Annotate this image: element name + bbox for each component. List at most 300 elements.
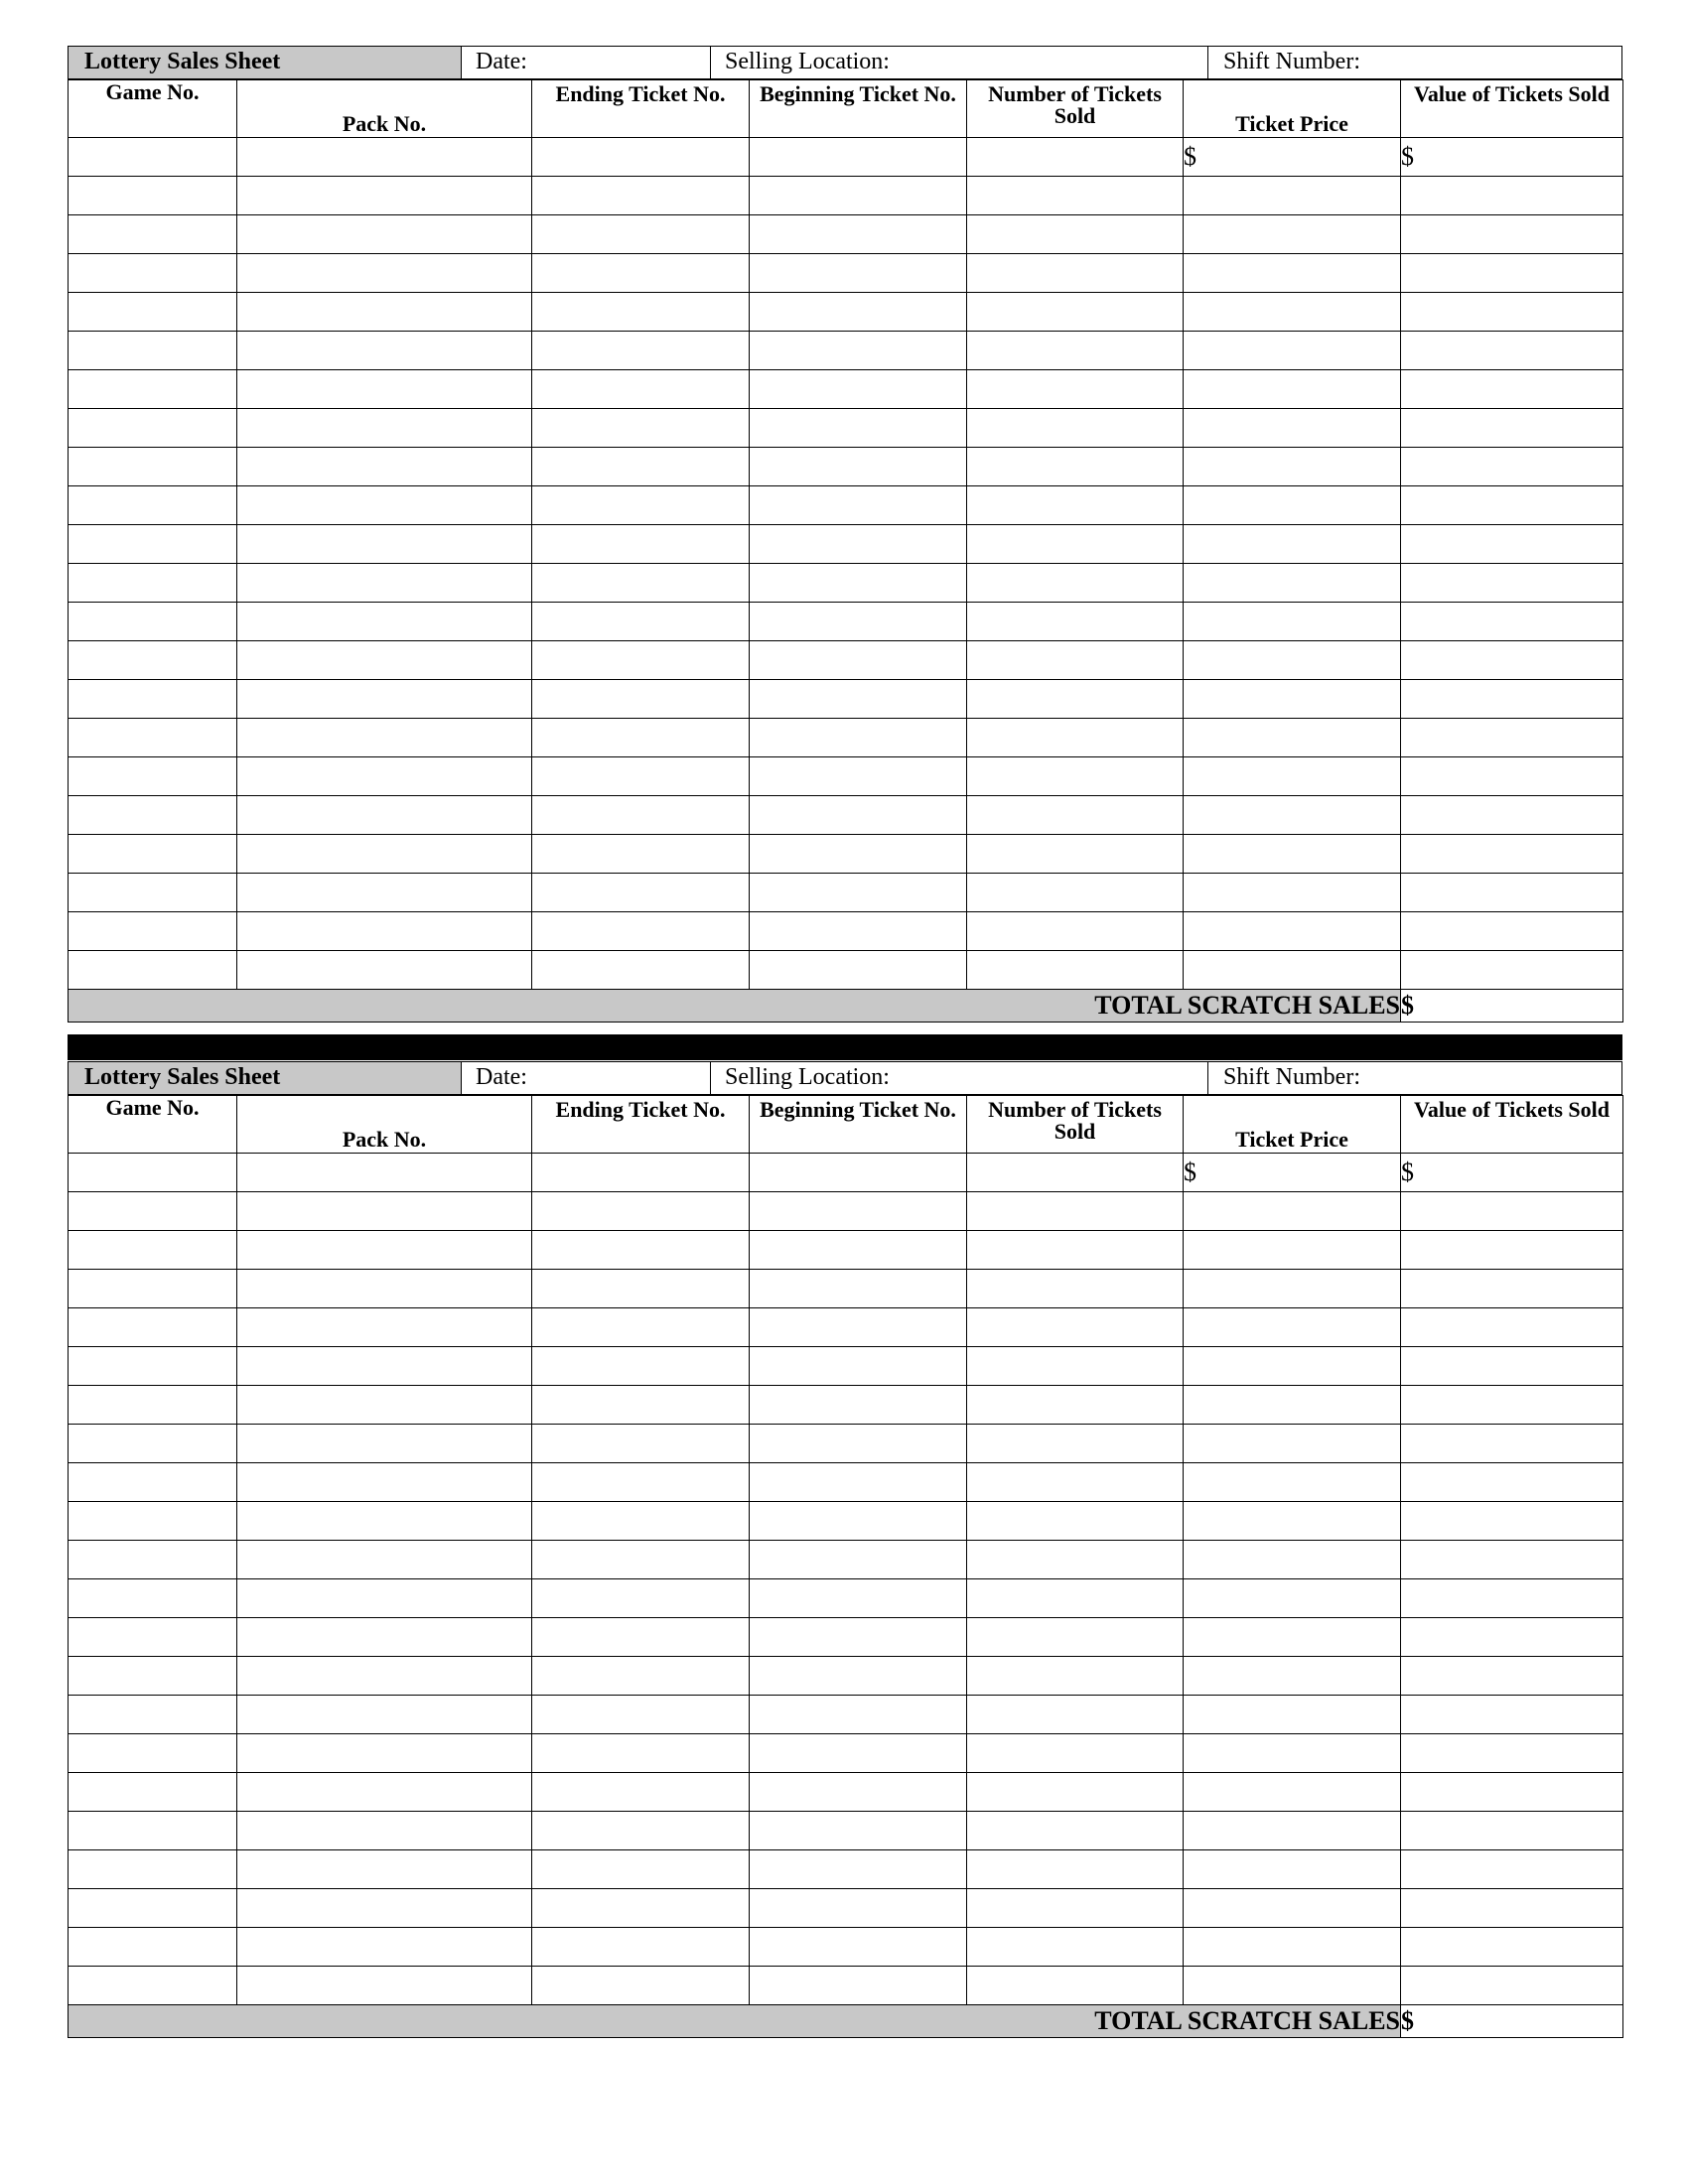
tickets-sold-cell[interactable] xyxy=(967,1270,1184,1308)
value-sold-cell[interactable] xyxy=(1401,1541,1623,1579)
beginning-ticket-cell[interactable] xyxy=(750,1502,967,1541)
tickets-sold-cell[interactable] xyxy=(967,138,1184,177)
pack-no-cell[interactable] xyxy=(237,1773,532,1812)
pack-no-cell[interactable] xyxy=(237,1928,532,1967)
pack-no-cell[interactable] xyxy=(237,1192,532,1231)
game-no-cell[interactable] xyxy=(69,293,237,332)
pack-no-cell[interactable] xyxy=(237,1696,532,1734)
game-no-cell[interactable] xyxy=(69,680,237,719)
game-no-cell[interactable] xyxy=(69,1154,237,1192)
value-sold-cell[interactable] xyxy=(1401,603,1623,641)
game-no-cell[interactable] xyxy=(69,951,237,990)
beginning-ticket-cell[interactable] xyxy=(750,1696,967,1734)
tickets-sold-cell[interactable] xyxy=(967,951,1184,990)
ending-ticket-cell[interactable] xyxy=(532,254,750,293)
pack-no-cell[interactable] xyxy=(237,1425,532,1463)
shift-number-field[interactable]: Shift Number: xyxy=(1207,1061,1622,1095)
ticket-price-cell[interactable] xyxy=(1184,796,1401,835)
tickets-sold-cell[interactable] xyxy=(967,293,1184,332)
game-no-cell[interactable] xyxy=(69,1967,237,2005)
game-no-cell[interactable] xyxy=(69,1618,237,1657)
game-no-cell[interactable] xyxy=(69,1425,237,1463)
game-no-cell[interactable] xyxy=(69,215,237,254)
game-no-cell[interactable] xyxy=(69,1696,237,1734)
pack-no-cell[interactable] xyxy=(237,486,532,525)
value-sold-cell[interactable] xyxy=(1401,1928,1623,1967)
value-sold-cell[interactable] xyxy=(1401,641,1623,680)
game-no-cell[interactable] xyxy=(69,138,237,177)
pack-no-cell[interactable] xyxy=(237,1967,532,2005)
pack-no-cell[interactable] xyxy=(237,1889,532,1928)
ending-ticket-cell[interactable] xyxy=(532,1812,750,1850)
beginning-ticket-cell[interactable] xyxy=(750,564,967,603)
selling-location-field[interactable]: Selling Location: xyxy=(710,46,1208,79)
ticket-price-cell[interactable] xyxy=(1184,1579,1401,1618)
ticket-price-cell[interactable] xyxy=(1184,1696,1401,1734)
beginning-ticket-cell[interactable] xyxy=(750,951,967,990)
pack-no-cell[interactable] xyxy=(237,525,532,564)
pack-no-cell[interactable] xyxy=(237,1502,532,1541)
ticket-price-cell[interactable] xyxy=(1184,1889,1401,1928)
game-no-cell[interactable] xyxy=(69,1347,237,1386)
ticket-price-cell[interactable] xyxy=(1184,486,1401,525)
game-no-cell[interactable] xyxy=(69,1928,237,1967)
ending-ticket-cell[interactable] xyxy=(532,951,750,990)
game-no-cell[interactable] xyxy=(69,1308,237,1347)
game-no-cell[interactable] xyxy=(69,912,237,951)
game-no-cell[interactable] xyxy=(69,486,237,525)
tickets-sold-cell[interactable] xyxy=(967,1773,1184,1812)
value-sold-cell[interactable] xyxy=(1401,719,1623,757)
tickets-sold-cell[interactable] xyxy=(967,1154,1184,1192)
ending-ticket-cell[interactable] xyxy=(532,1657,750,1696)
value-sold-cell[interactable] xyxy=(1401,1463,1623,1502)
beginning-ticket-cell[interactable] xyxy=(750,486,967,525)
game-no-cell[interactable] xyxy=(69,1657,237,1696)
ending-ticket-cell[interactable] xyxy=(532,1579,750,1618)
game-no-cell[interactable] xyxy=(69,370,237,409)
ending-ticket-cell[interactable] xyxy=(532,293,750,332)
game-no-cell[interactable] xyxy=(69,564,237,603)
ending-ticket-cell[interactable] xyxy=(532,1696,750,1734)
ending-ticket-cell[interactable] xyxy=(532,370,750,409)
ending-ticket-cell[interactable] xyxy=(532,215,750,254)
beginning-ticket-cell[interactable] xyxy=(750,641,967,680)
ending-ticket-cell[interactable] xyxy=(532,1773,750,1812)
game-no-cell[interactable] xyxy=(69,177,237,215)
selling-location-field[interactable]: Selling Location: xyxy=(710,1061,1208,1095)
total-scratch-sales-value[interactable]: $ xyxy=(1401,990,1623,1023)
beginning-ticket-cell[interactable] xyxy=(750,409,967,448)
ending-ticket-cell[interactable] xyxy=(532,1308,750,1347)
ticket-price-cell[interactable] xyxy=(1184,603,1401,641)
game-no-cell[interactable] xyxy=(69,1773,237,1812)
value-sold-cell[interactable] xyxy=(1401,293,1623,332)
game-no-cell[interactable] xyxy=(69,1850,237,1889)
pack-no-cell[interactable] xyxy=(237,409,532,448)
value-sold-cell[interactable] xyxy=(1401,177,1623,215)
pack-no-cell[interactable] xyxy=(237,1347,532,1386)
game-no-cell[interactable] xyxy=(69,1579,237,1618)
ticket-price-cell[interactable] xyxy=(1184,332,1401,370)
tickets-sold-cell[interactable] xyxy=(967,254,1184,293)
ticket-price-cell[interactable] xyxy=(1184,1773,1401,1812)
ticket-price-cell[interactable] xyxy=(1184,1502,1401,1541)
pack-no-cell[interactable] xyxy=(237,215,532,254)
beginning-ticket-cell[interactable] xyxy=(750,370,967,409)
ending-ticket-cell[interactable] xyxy=(532,641,750,680)
game-no-cell[interactable] xyxy=(69,1812,237,1850)
value-sold-cell[interactable] xyxy=(1401,1270,1623,1308)
ending-ticket-cell[interactable] xyxy=(532,719,750,757)
pack-no-cell[interactable] xyxy=(237,1541,532,1579)
ticket-price-cell[interactable] xyxy=(1184,293,1401,332)
beginning-ticket-cell[interactable] xyxy=(750,603,967,641)
beginning-ticket-cell[interactable] xyxy=(750,1308,967,1347)
tickets-sold-cell[interactable] xyxy=(967,835,1184,874)
ending-ticket-cell[interactable] xyxy=(532,1850,750,1889)
tickets-sold-cell[interactable] xyxy=(967,1541,1184,1579)
tickets-sold-cell[interactable] xyxy=(967,1812,1184,1850)
ending-ticket-cell[interactable] xyxy=(532,1967,750,2005)
value-sold-cell[interactable] xyxy=(1401,835,1623,874)
beginning-ticket-cell[interactable] xyxy=(750,1928,967,1967)
pack-no-cell[interactable] xyxy=(237,448,532,486)
beginning-ticket-cell[interactable] xyxy=(750,1154,967,1192)
beginning-ticket-cell[interactable] xyxy=(750,1657,967,1696)
ending-ticket-cell[interactable] xyxy=(532,757,750,796)
tickets-sold-cell[interactable] xyxy=(967,1192,1184,1231)
ticket-price-cell[interactable] xyxy=(1184,409,1401,448)
tickets-sold-cell[interactable] xyxy=(967,1579,1184,1618)
ending-ticket-cell[interactable] xyxy=(532,564,750,603)
ending-ticket-cell[interactable] xyxy=(532,680,750,719)
pack-no-cell[interactable] xyxy=(237,254,532,293)
tickets-sold-cell[interactable] xyxy=(967,486,1184,525)
tickets-sold-cell[interactable] xyxy=(967,409,1184,448)
value-sold-cell[interactable] xyxy=(1401,525,1623,564)
value-sold-cell[interactable] xyxy=(1401,370,1623,409)
value-sold-cell[interactable] xyxy=(1401,874,1623,912)
game-no-cell[interactable] xyxy=(69,1270,237,1308)
tickets-sold-cell[interactable] xyxy=(967,1618,1184,1657)
beginning-ticket-cell[interactable] xyxy=(750,1192,967,1231)
game-no-cell[interactable] xyxy=(69,1502,237,1541)
pack-no-cell[interactable] xyxy=(237,1618,532,1657)
pack-no-cell[interactable] xyxy=(237,370,532,409)
beginning-ticket-cell[interactable] xyxy=(750,1812,967,1850)
tickets-sold-cell[interactable] xyxy=(967,1696,1184,1734)
ending-ticket-cell[interactable] xyxy=(532,1154,750,1192)
game-no-cell[interactable] xyxy=(69,603,237,641)
game-no-cell[interactable] xyxy=(69,409,237,448)
ticket-price-cell[interactable] xyxy=(1184,641,1401,680)
pack-no-cell[interactable] xyxy=(237,874,532,912)
ticket-price-cell[interactable] xyxy=(1184,1541,1401,1579)
beginning-ticket-cell[interactable] xyxy=(750,719,967,757)
tickets-sold-cell[interactable] xyxy=(967,1425,1184,1463)
pack-no-cell[interactable] xyxy=(237,603,532,641)
ticket-price-cell[interactable] xyxy=(1184,1347,1401,1386)
value-sold-cell[interactable] xyxy=(1401,1696,1623,1734)
ticket-price-cell[interactable] xyxy=(1184,1386,1401,1425)
value-sold-cell[interactable] xyxy=(1401,680,1623,719)
ending-ticket-cell[interactable] xyxy=(532,1270,750,1308)
value-sold-cell[interactable] xyxy=(1401,1889,1623,1928)
beginning-ticket-cell[interactable] xyxy=(750,1734,967,1773)
ending-ticket-cell[interactable] xyxy=(532,1386,750,1425)
pack-no-cell[interactable] xyxy=(237,680,532,719)
beginning-ticket-cell[interactable] xyxy=(750,215,967,254)
pack-no-cell[interactable] xyxy=(237,719,532,757)
ticket-price-cell[interactable] xyxy=(1184,177,1401,215)
ending-ticket-cell[interactable] xyxy=(532,486,750,525)
tickets-sold-cell[interactable] xyxy=(967,448,1184,486)
beginning-ticket-cell[interactable] xyxy=(750,1850,967,1889)
game-no-cell[interactable] xyxy=(69,835,237,874)
ending-ticket-cell[interactable] xyxy=(532,1502,750,1541)
pack-no-cell[interactable] xyxy=(237,332,532,370)
pack-no-cell[interactable] xyxy=(237,1812,532,1850)
pack-no-cell[interactable] xyxy=(237,912,532,951)
tickets-sold-cell[interactable] xyxy=(967,177,1184,215)
ticket-price-cell[interactable] xyxy=(1184,1657,1401,1696)
pack-no-cell[interactable] xyxy=(237,641,532,680)
ending-ticket-cell[interactable] xyxy=(532,177,750,215)
tickets-sold-cell[interactable] xyxy=(967,564,1184,603)
tickets-sold-cell[interactable] xyxy=(967,1347,1184,1386)
value-sold-cell[interactable] xyxy=(1401,332,1623,370)
value-sold-cell[interactable] xyxy=(1401,1308,1623,1347)
value-sold-cell[interactable] xyxy=(1401,409,1623,448)
ticket-price-cell[interactable] xyxy=(1184,835,1401,874)
ending-ticket-cell[interactable] xyxy=(532,138,750,177)
beginning-ticket-cell[interactable] xyxy=(750,1967,967,2005)
game-no-cell[interactable] xyxy=(69,757,237,796)
tickets-sold-cell[interactable] xyxy=(967,641,1184,680)
ending-ticket-cell[interactable] xyxy=(532,1425,750,1463)
value-sold-cell[interactable] xyxy=(1401,254,1623,293)
tickets-sold-cell[interactable] xyxy=(967,680,1184,719)
game-no-cell[interactable] xyxy=(69,525,237,564)
pack-no-cell[interactable] xyxy=(237,1386,532,1425)
ticket-price-cell[interactable] xyxy=(1184,1425,1401,1463)
beginning-ticket-cell[interactable] xyxy=(750,835,967,874)
value-sold-cell[interactable] xyxy=(1401,1502,1623,1541)
pack-no-cell[interactable] xyxy=(237,177,532,215)
pack-no-cell[interactable] xyxy=(237,1463,532,1502)
tickets-sold-cell[interactable] xyxy=(967,796,1184,835)
beginning-ticket-cell[interactable] xyxy=(750,525,967,564)
ending-ticket-cell[interactable] xyxy=(532,1541,750,1579)
ending-ticket-cell[interactable] xyxy=(532,1347,750,1386)
pack-no-cell[interactable] xyxy=(237,1308,532,1347)
value-sold-cell[interactable]: $ xyxy=(1401,1154,1623,1192)
game-no-cell[interactable] xyxy=(69,796,237,835)
value-sold-cell[interactable] xyxy=(1401,796,1623,835)
ticket-price-cell[interactable] xyxy=(1184,874,1401,912)
tickets-sold-cell[interactable] xyxy=(967,1502,1184,1541)
pack-no-cell[interactable] xyxy=(237,138,532,177)
ticket-price-cell[interactable] xyxy=(1184,680,1401,719)
total-scratch-sales-value[interactable]: $ xyxy=(1401,2005,1623,2038)
beginning-ticket-cell[interactable] xyxy=(750,332,967,370)
ticket-price-cell[interactable] xyxy=(1184,1270,1401,1308)
pack-no-cell[interactable] xyxy=(237,835,532,874)
tickets-sold-cell[interactable] xyxy=(967,1463,1184,1502)
beginning-ticket-cell[interactable] xyxy=(750,177,967,215)
value-sold-cell[interactable] xyxy=(1401,1812,1623,1850)
value-sold-cell[interactable] xyxy=(1401,1734,1623,1773)
beginning-ticket-cell[interactable] xyxy=(750,796,967,835)
value-sold-cell[interactable]: $ xyxy=(1401,138,1623,177)
tickets-sold-cell[interactable] xyxy=(967,603,1184,641)
value-sold-cell[interactable] xyxy=(1401,912,1623,951)
ticket-price-cell[interactable]: $ xyxy=(1184,1154,1401,1192)
value-sold-cell[interactable] xyxy=(1401,1967,1623,2005)
ticket-price-cell[interactable] xyxy=(1184,757,1401,796)
value-sold-cell[interactable] xyxy=(1401,215,1623,254)
ending-ticket-cell[interactable] xyxy=(532,332,750,370)
ticket-price-cell[interactable] xyxy=(1184,448,1401,486)
pack-no-cell[interactable] xyxy=(237,1734,532,1773)
ticket-price-cell[interactable] xyxy=(1184,215,1401,254)
ending-ticket-cell[interactable] xyxy=(532,1463,750,1502)
tickets-sold-cell[interactable] xyxy=(967,912,1184,951)
beginning-ticket-cell[interactable] xyxy=(750,1889,967,1928)
ending-ticket-cell[interactable] xyxy=(532,448,750,486)
tickets-sold-cell[interactable] xyxy=(967,1928,1184,1967)
value-sold-cell[interactable] xyxy=(1401,951,1623,990)
pack-no-cell[interactable] xyxy=(237,293,532,332)
ticket-price-cell[interactable] xyxy=(1184,254,1401,293)
ticket-price-cell[interactable] xyxy=(1184,1618,1401,1657)
ticket-price-cell[interactable]: $ xyxy=(1184,138,1401,177)
game-no-cell[interactable] xyxy=(69,719,237,757)
tickets-sold-cell[interactable] xyxy=(967,525,1184,564)
tickets-sold-cell[interactable] xyxy=(967,1967,1184,2005)
pack-no-cell[interactable] xyxy=(237,1657,532,1696)
game-no-cell[interactable] xyxy=(69,1231,237,1270)
ending-ticket-cell[interactable] xyxy=(532,835,750,874)
beginning-ticket-cell[interactable] xyxy=(750,1347,967,1386)
ticket-price-cell[interactable] xyxy=(1184,1308,1401,1347)
ticket-price-cell[interactable] xyxy=(1184,1850,1401,1889)
game-no-cell[interactable] xyxy=(69,1734,237,1773)
pack-no-cell[interactable] xyxy=(237,951,532,990)
ticket-price-cell[interactable] xyxy=(1184,564,1401,603)
beginning-ticket-cell[interactable] xyxy=(750,293,967,332)
ticket-price-cell[interactable] xyxy=(1184,1928,1401,1967)
beginning-ticket-cell[interactable] xyxy=(750,912,967,951)
beginning-ticket-cell[interactable] xyxy=(750,874,967,912)
ending-ticket-cell[interactable] xyxy=(532,1231,750,1270)
date-field[interactable]: Date: xyxy=(461,46,711,79)
ending-ticket-cell[interactable] xyxy=(532,525,750,564)
game-no-cell[interactable] xyxy=(69,1386,237,1425)
value-sold-cell[interactable] xyxy=(1401,1425,1623,1463)
value-sold-cell[interactable] xyxy=(1401,1386,1623,1425)
pack-no-cell[interactable] xyxy=(237,796,532,835)
game-no-cell[interactable] xyxy=(69,1463,237,1502)
beginning-ticket-cell[interactable] xyxy=(750,1463,967,1502)
ticket-price-cell[interactable] xyxy=(1184,1463,1401,1502)
tickets-sold-cell[interactable] xyxy=(967,874,1184,912)
beginning-ticket-cell[interactable] xyxy=(750,1579,967,1618)
pack-no-cell[interactable] xyxy=(237,1850,532,1889)
tickets-sold-cell[interactable] xyxy=(967,1734,1184,1773)
ticket-price-cell[interactable] xyxy=(1184,719,1401,757)
game-no-cell[interactable] xyxy=(69,874,237,912)
pack-no-cell[interactable] xyxy=(237,757,532,796)
tickets-sold-cell[interactable] xyxy=(967,719,1184,757)
ticket-price-cell[interactable] xyxy=(1184,1231,1401,1270)
game-no-cell[interactable] xyxy=(69,332,237,370)
tickets-sold-cell[interactable] xyxy=(967,215,1184,254)
game-no-cell[interactable] xyxy=(69,1192,237,1231)
ticket-price-cell[interactable] xyxy=(1184,912,1401,951)
beginning-ticket-cell[interactable] xyxy=(750,448,967,486)
pack-no-cell[interactable] xyxy=(237,564,532,603)
ending-ticket-cell[interactable] xyxy=(532,1192,750,1231)
ending-ticket-cell[interactable] xyxy=(532,1928,750,1967)
beginning-ticket-cell[interactable] xyxy=(750,680,967,719)
beginning-ticket-cell[interactable] xyxy=(750,1231,967,1270)
tickets-sold-cell[interactable] xyxy=(967,1386,1184,1425)
tickets-sold-cell[interactable] xyxy=(967,1231,1184,1270)
value-sold-cell[interactable] xyxy=(1401,1850,1623,1889)
beginning-ticket-cell[interactable] xyxy=(750,1270,967,1308)
tickets-sold-cell[interactable] xyxy=(967,332,1184,370)
tickets-sold-cell[interactable] xyxy=(967,1308,1184,1347)
value-sold-cell[interactable] xyxy=(1401,1579,1623,1618)
value-sold-cell[interactable] xyxy=(1401,1347,1623,1386)
game-no-cell[interactable] xyxy=(69,641,237,680)
value-sold-cell[interactable] xyxy=(1401,1773,1623,1812)
value-sold-cell[interactable] xyxy=(1401,1618,1623,1657)
ticket-price-cell[interactable] xyxy=(1184,1812,1401,1850)
game-no-cell[interactable] xyxy=(69,1889,237,1928)
ticket-price-cell[interactable] xyxy=(1184,1734,1401,1773)
beginning-ticket-cell[interactable] xyxy=(750,1425,967,1463)
ticket-price-cell[interactable] xyxy=(1184,1967,1401,2005)
beginning-ticket-cell[interactable] xyxy=(750,1386,967,1425)
value-sold-cell[interactable] xyxy=(1401,564,1623,603)
value-sold-cell[interactable] xyxy=(1401,757,1623,796)
tickets-sold-cell[interactable] xyxy=(967,370,1184,409)
ticket-price-cell[interactable] xyxy=(1184,525,1401,564)
beginning-ticket-cell[interactable] xyxy=(750,254,967,293)
value-sold-cell[interactable] xyxy=(1401,1231,1623,1270)
ending-ticket-cell[interactable] xyxy=(532,409,750,448)
value-sold-cell[interactable] xyxy=(1401,448,1623,486)
ending-ticket-cell[interactable] xyxy=(532,1618,750,1657)
beginning-ticket-cell[interactable] xyxy=(750,1541,967,1579)
ticket-price-cell[interactable] xyxy=(1184,951,1401,990)
value-sold-cell[interactable] xyxy=(1401,1657,1623,1696)
pack-no-cell[interactable] xyxy=(237,1154,532,1192)
beginning-ticket-cell[interactable] xyxy=(750,1773,967,1812)
ending-ticket-cell[interactable] xyxy=(532,603,750,641)
tickets-sold-cell[interactable] xyxy=(967,1850,1184,1889)
value-sold-cell[interactable] xyxy=(1401,1192,1623,1231)
ending-ticket-cell[interactable] xyxy=(532,874,750,912)
game-no-cell[interactable] xyxy=(69,1541,237,1579)
beginning-ticket-cell[interactable] xyxy=(750,757,967,796)
value-sold-cell[interactable] xyxy=(1401,486,1623,525)
ticket-price-cell[interactable] xyxy=(1184,1192,1401,1231)
ending-ticket-cell[interactable] xyxy=(532,1734,750,1773)
